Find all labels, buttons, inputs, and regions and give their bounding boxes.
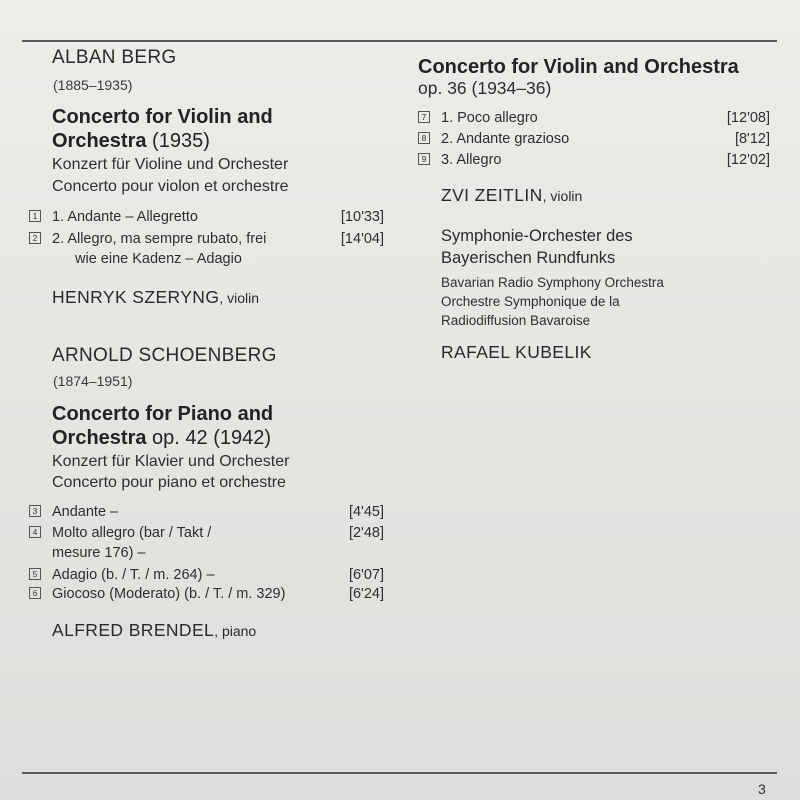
- track-number-box: 2: [29, 232, 41, 244]
- track-title: 2. Allegro, ma sempre rubato, frei: [52, 231, 267, 247]
- schoenberg-subtitle-fr: Concerto pour piano et orchestre: [52, 474, 286, 491]
- track-duration: [10'33]: [340, 209, 384, 225]
- conductor-name: RAFAEL KUBELIK: [441, 342, 592, 362]
- berg-dates: (1885–1935): [53, 77, 133, 93]
- track-duration: [6'07]: [348, 567, 384, 583]
- track-title: 2. Andante grazioso: [441, 131, 570, 147]
- track-title: Molto allegro (bar / Takt /: [52, 525, 212, 541]
- track-number-box: 9: [418, 153, 430, 165]
- orchestra-name-fr-line1: Orchestre Symphonique de la: [441, 294, 620, 309]
- track-number-box: 8: [418, 132, 430, 144]
- berg-work-title-line2: Orchestra (1935): [52, 130, 210, 152]
- orchestra-name-de-line1: Symphonie-Orchester des: [441, 227, 633, 245]
- schoenberg-dates: (1874–1951): [53, 373, 133, 389]
- track-number-box: 1: [29, 210, 41, 222]
- berg-composer: ALBAN BERG: [52, 47, 177, 68]
- bottom-rule: [22, 772, 777, 774]
- track-number-box: 3: [29, 505, 41, 517]
- track-number-box: 6: [29, 587, 41, 599]
- track-duration: [4'45]: [348, 504, 384, 520]
- right-soloist: ZVI ZEITLIN, violin: [441, 185, 583, 205]
- track-number-box: 4: [29, 526, 41, 538]
- track-duration: [12'08]: [726, 110, 770, 126]
- berg-subtitle-fr: Concerto pour violon et orchestre: [52, 178, 289, 195]
- page-number: 3: [758, 781, 766, 797]
- orchestra-name-fr-line2: Radiodiffusion Bavaroise: [441, 313, 591, 328]
- track-duration: [12'02]: [726, 152, 770, 168]
- berg-work-title-line1: Concerto for Violin and: [52, 106, 273, 128]
- berg-soloist: HENRYK SZERYNG, violin: [52, 287, 260, 307]
- orchestra-name-de-line2: Bayerischen Rundfunks: [441, 249, 616, 267]
- right-work-title-line2: op. 36 (1934–36): [418, 78, 552, 98]
- berg-subtitle-de: Konzert für Violine und Orchester: [52, 156, 289, 173]
- track-duration: [2'48]: [348, 525, 384, 541]
- schoenberg-work-title-line2: Orchestra op. 42 (1942): [52, 427, 272, 449]
- track-number-box: 7: [418, 111, 430, 123]
- orchestra-name-en: Bavarian Radio Symphony Orchestra: [441, 275, 664, 290]
- track-title: 3. Allegro: [441, 152, 502, 168]
- right-work-title-line1: Concerto for Violin and Orchestra: [418, 56, 739, 78]
- schoenberg-soloist: ALFRED BRENDEL, piano: [52, 620, 257, 640]
- track-title: 1. Poco allegro: [441, 110, 538, 126]
- schoenberg-work-title-line1: Concerto for Piano and: [52, 403, 274, 425]
- track-title: Giocoso (Moderato) (b. / T. / m. 329): [52, 586, 286, 602]
- track-title-continued: wie eine Kadenz – Adagio: [75, 251, 242, 267]
- track-duration: [14'04]: [340, 231, 384, 247]
- track-title: Adagio (b. / T. / m. 264) –: [52, 567, 215, 583]
- track-duration: [8'12]: [734, 131, 770, 147]
- track-duration: [6'24]: [348, 586, 384, 602]
- track-title: 1. Andante – Allegretto: [52, 209, 198, 225]
- schoenberg-composer: ARNOLD SCHOENBERG: [52, 345, 277, 366]
- schoenberg-subtitle-de: Konzert für Klavier und Orchester: [52, 453, 290, 470]
- track-number-box: 5: [29, 568, 41, 580]
- top-rule: [22, 40, 777, 42]
- track-title: Andante –: [52, 504, 119, 520]
- track-title-continued: mesure 176) –: [52, 545, 146, 561]
